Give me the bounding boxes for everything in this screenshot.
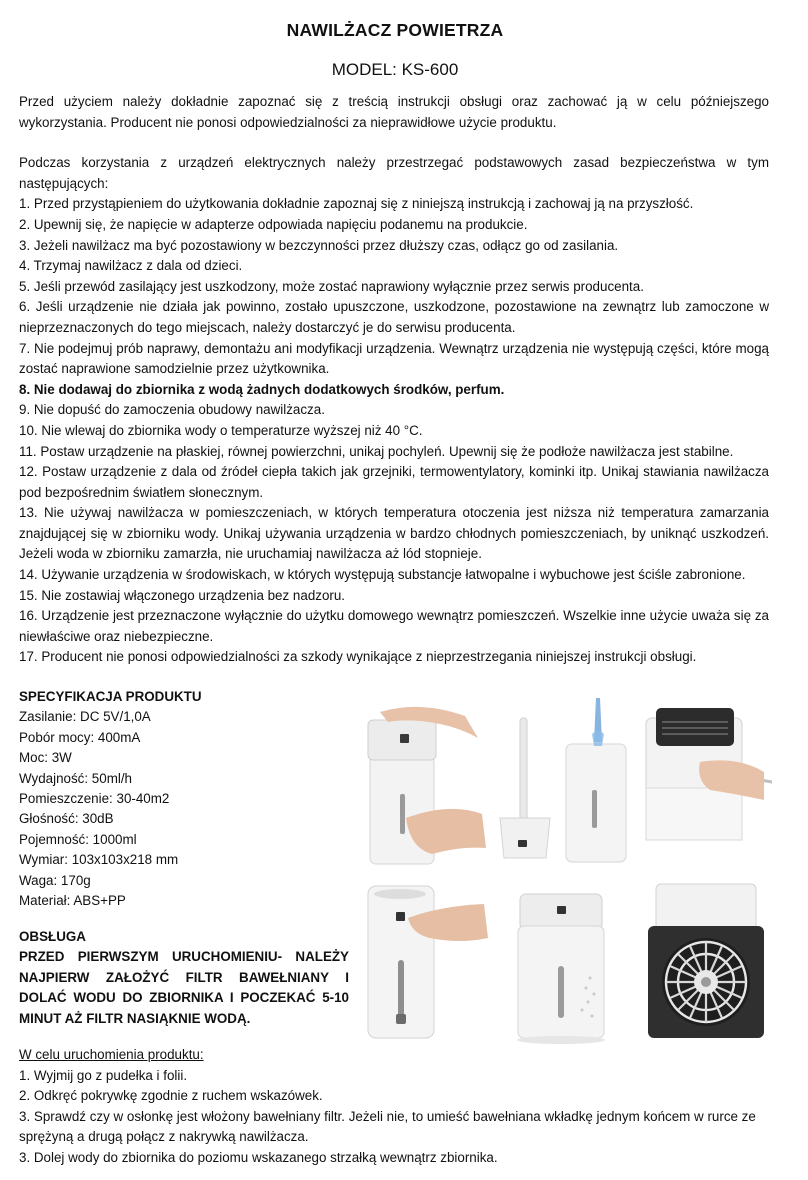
spec-item: Pojemność: 1000ml (19, 831, 137, 847)
safety-item: 11. Postaw urządzenie na płaskiej, równej powierzchni, unikaj pochyleń. Upewnij się że podłoże nawilżacza jest stabilne. (19, 443, 734, 459)
safety-item: 1. Przed przystąpieniem do użytkowania dokładnie zapoznaj się z niniejszą instrukcją i zachowaj ją na przyszłość. (19, 196, 694, 212)
safety-item: 15. Nie zostawiaj włączonego urządzenia bez nadzoru. (19, 587, 346, 603)
safety-item: 4. Trzymaj nawilżacz z dala od dzieci. (19, 258, 243, 274)
spec-heading: SPECYFIKACJA PRODUKTU (19, 689, 202, 704)
safety-item: 13. Nie używaj nawilżacza w pomieszczeniach, w których temperatura otoczenia jest niższa niż temperatura zamarzania znajdującej się w zbiorniku wody. Unikaj używania urządzenia w bardzo chłodnych pomieszczeniach, by uniknąć uszkodzeń. Jeżeli woda w zbiorniku zamarzła, nie uruchamiaj nawilżacza aż lód stopnieje. (19, 505, 769, 562)
safety-item: 2. Upewnij się, że napięcie w adapterze odpowiada napięciu podanemu na produkcie. (19, 216, 528, 232)
safety-item: 12. Postaw urządzenie z dala od źródeł ciepła takich jak grzejniki, termowentylatory, kominki itp. Unikaj stawiania nawilżacza pod bezpośrednim światłem słonecznym. (19, 464, 769, 500)
safety-item: 7. Nie podejmuj prób naprawy, demontażu ani modyfikacji urządzenia. Wewnątrz urządzenia nie występują części, które mogą zostać naprawione samodzielnie przez użytkownika. (19, 340, 769, 377)
photo-fan-top (638, 698, 772, 868)
safety-item: 9. Nie dopuść do zamoczenia obudowy nawilżacza. (19, 402, 325, 418)
spec-item: Wymiar: 103x103x218 mm (19, 852, 179, 868)
operation-heading: OBSŁUGA (19, 929, 86, 944)
safety-item: 17. Producent nie ponosi odpowiedzialności za szkody wynikające z nieprzestrzegania niniejszej instrukcji obsługi. (19, 649, 697, 665)
safety-item-bold: 8. Nie dodawaj do zbiornika z wodą żadnych dodatkowych środków, perfum. (19, 381, 505, 397)
spec-item: Materiał: ABS+PP (19, 893, 126, 909)
product-photos-svg (360, 698, 772, 1050)
safety-item: 3. Jeżeli nawilżacz ma być pozostawiony w bezczynności przez dłuższy czas, odłącz go od zasilania. (19, 237, 619, 253)
spec-item: Głośność: 30dB (19, 811, 114, 827)
safety-lead: Podczas korzystania z urządzeń elektrycznych należy przestrzegać podstawowych zasad bezpieczeństwa w tym następujących: (19, 155, 769, 191)
safety-item: 14. Używanie urządzenia w środowiskach, w których występują substancje łatwopalne i wybuchowe jest ściśle zabronione. (19, 567, 746, 583)
startup-step: 3. Dolej wody do zbiornika do poziomu wskazanego strzałką wewnątrz zbiornika. (19, 1149, 498, 1165)
spec-item: Pomieszczenie: 30-40m2 (19, 791, 170, 807)
photo-front-view (494, 878, 634, 1048)
startup-step: 1. Wyjmij go z pudełka i folii. (19, 1067, 188, 1083)
photo-filter-and-tank (494, 698, 634, 868)
safety-item: 5. Jeśli przewód zasilający jest uszkodzony, może zostać naprawiony wyłącznie przez serwis producenta. (19, 278, 644, 294)
photo-hand-on-lid (360, 698, 488, 868)
operation-warning: PRZED PIERWSZYM URUCHOMIENIU- NALEŻY NAJPIERW ZAŁOŻYĆ FILTR BAWEŁNIANY I DOLAĆ WODU DO ZBIORNIKA I POCZEKAĆ 5-10 MINUT AŻ FILTR NASIĄKNIE WODĄ. (19, 949, 349, 1026)
operation-section (19, 927, 349, 1029)
model-number: MODEL: KS-600 (331, 60, 459, 79)
spec-item: Moc: 3W (19, 750, 72, 766)
photo-fan-grille (638, 878, 772, 1048)
startup-step: 2. Odkręć pokrywkę zgodnie z ruchem wskazówek. (19, 1088, 323, 1103)
startup-step: 3. Sprawdź czy w osłonkę jest włożony bawełniany filtr. Jeżeli nie, to umieść bawełniana wkładkę jednym końcem w rurce ze sprężyną a drugą połącz z nakrywką nawilżacza. (19, 1108, 756, 1144)
startup-instructions (19, 1045, 771, 1168)
product-photo-grid (360, 698, 772, 1050)
spec-item: Waga: 170g (19, 872, 91, 888)
safety-item: 10. Nie wlewaj do zbiornika wody o temperaturze wyższej niż 40 °C. (19, 422, 423, 438)
spec-item: Pobór mocy: 400mA (19, 729, 141, 745)
spec-item: Zasilanie: DC 5V/1,0A (19, 709, 151, 725)
safety-item: 16. Urządzenie jest przeznaczone wyłącznie do użytku domowego wewnątrz pomieszczeń. Wszelkie inne użycie uważa się za niewłaściwe oraz niebezpieczne. (19, 608, 769, 644)
paragraph-spacer (19, 133, 769, 153)
safety-item: 6. Jeśli urządzenie nie działa jak powinno, zostało upuszczone, uszkodzone, pozostawione na zewnątrz lub zamoczone w nieprzeznaczonych do tego miejscach, należy dostarczyć je do serwisu producenta. (19, 299, 769, 335)
safety-section (19, 92, 769, 668)
spec-item: Wydajność: 50ml/h (19, 770, 133, 786)
intro-paragraph: Przed użyciem należy dokładnie zapoznać się z treścią instrukcji obsługi oraz zachować ją w celu późniejszego wykorzystania. Producent nie ponosi odpowiedzialności za nieprawidłowe użycie produktu. (19, 94, 769, 130)
startup-heading: W celu uruchomienia produktu: (19, 1047, 204, 1062)
photo-finger-button (360, 878, 488, 1048)
document-title: NAWILŻACZ POWIETRZA (286, 20, 504, 40)
spec-section (19, 687, 359, 911)
